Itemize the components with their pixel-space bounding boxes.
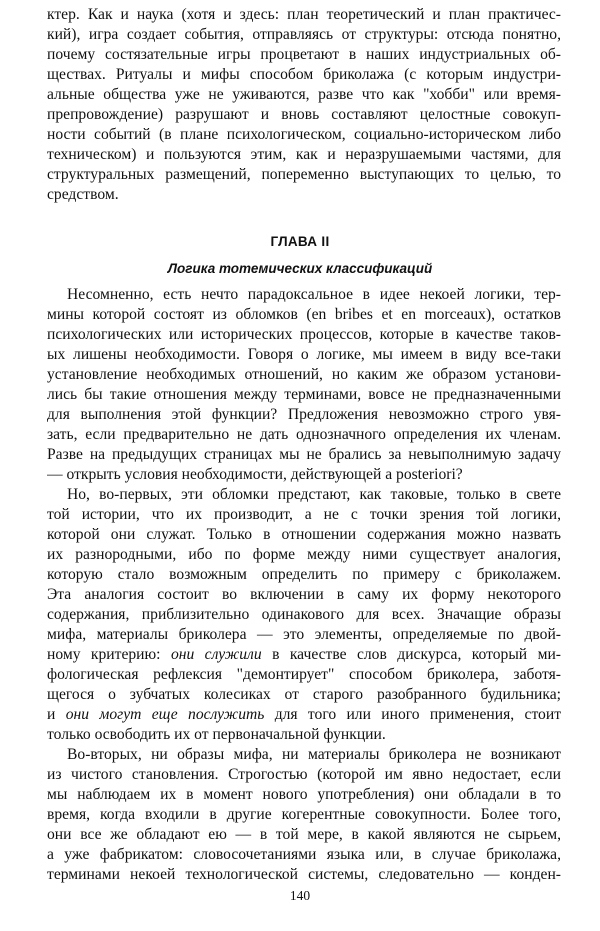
text-line: кий), игра создает события, отправляясь от структуры: отсюда понятно,: [47, 26, 561, 43]
chapter-title: Логика тотемических классификаций: [167, 261, 433, 276]
text-line: ых лишены необходимости. Говоря о логике, мы имеем в виду все-таки: [47, 346, 561, 363]
text-line: Несомненно, есть нечто парадоксальное в идее некоей логики, тер-: [67, 286, 561, 303]
text-line: — открыть условия необходимости, действующей a posteriori?: [47, 466, 463, 483]
text-line: содержания, приблизительно одинакового для всех. Значащие образы: [47, 606, 561, 623]
text-line: время, когда входили в другие когерентные совокупности. Более того,: [47, 806, 561, 823]
text-segment: в качестве слов дискурса, который ми-: [272, 646, 561, 663]
text-line: почему состязательные игры процветают в наших индустриальных об-: [47, 46, 561, 63]
text-line: препровождение) разрушают и вновь составляют целостные совокуп-: [47, 106, 561, 123]
text-line: терминами некоей технологической системы, следовательно — конден-: [47, 866, 561, 883]
text-line: которой они служат. Только в отношении содержания можно назвать: [47, 526, 561, 543]
text-line: Эта аналогия состоит во включении в саму их форму некоторого: [47, 586, 561, 603]
text-line: ктер. Как и наука (хотя и здесь: план теоретический и план практичес-: [47, 6, 561, 23]
text-line: установление необходимых отношений, но каким же образом установи-: [47, 366, 561, 383]
text-line: Разве на предыдущих страницах мы не брались за невыполнимую задачу: [47, 446, 561, 463]
text-segment: ному критерию:: [47, 646, 161, 663]
italic-emphasis: они могут еще послужить: [65, 706, 265, 723]
text-line: их разнородными, ибо по форме между ними существует аналогия,: [47, 546, 561, 563]
text-segment: для того или иного применения, стоит: [274, 706, 561, 723]
text-line: структуральных размещений, попеременно выступающих то целью, то: [47, 166, 561, 183]
text-line: мифа, материалы бриколера — это элементы, определяемые по двой-: [47, 626, 561, 643]
page-number: 140: [289, 888, 311, 903]
text-line: ности событий (в плане психологическом, социально-историческом либо: [47, 126, 561, 143]
text-line: ществах. Ритуалы и мифы способом бриколажа (с которым индустри-: [47, 66, 561, 83]
chapter-heading: ГЛАВА II: [270, 234, 330, 249]
text-line: [47, 706, 561, 724]
text-line: средством.: [47, 186, 119, 203]
text-line: [47, 646, 561, 664]
text-line: мы наблюдаем их в момент нового употребления) они обладали в то: [47, 786, 561, 803]
text-line: которую стало возможным определить по примеру с бриколажем.: [47, 566, 561, 583]
text-line: только освободить их от первоначальной функции.: [47, 726, 386, 743]
text-line: альные общества уже не уживаются, разве что как "хобби" или время-: [47, 86, 561, 103]
text-segment: и: [47, 706, 56, 723]
text-line: мины которой состоят из обломков (en bribes et en morceaux), остатков: [47, 306, 561, 323]
text-line: они все же обладают ею — в той мере, в какой являются не сырьем,: [47, 826, 561, 843]
text-line: техническом) и пользуются этим, как и неразрушаемыми частями, для: [47, 146, 561, 163]
text-line: щегося о зубчатых колесиках от старого разобранного будильника;: [47, 686, 561, 703]
text-line: лись бы такие отношения между терминами, вовсе не предназначенными: [47, 386, 561, 403]
italic-emphasis: они служили: [170, 646, 262, 663]
text-line: для выполнения этой функции? Предложения невозможно строго увя-: [47, 406, 561, 423]
text-line: из чистого становления. Строгостью (которой им явно недостает, если: [47, 766, 561, 783]
text-line: а уже фабрикатом: словосочетаниями языка или, в случае бриколажа,: [47, 846, 561, 863]
text-line: психологических или исторических процессов, которые в качестве таков-: [47, 326, 561, 343]
text-line: зать, если предварительно не дать однозначного определения их членам.: [47, 426, 561, 443]
text-line: Во-вторых, ни образы мифа, ни материалы бриколера не возникают: [67, 746, 561, 763]
text-line: Но, во-первых, эти обломки предстают, как таковые, только в свете: [67, 486, 561, 503]
text-line: той истории, что их производит, а не с точки зрения той логики,: [47, 506, 561, 523]
text-line: фологическая рефлексия "демонтирует" способом бриколера, заботя-: [47, 666, 561, 683]
